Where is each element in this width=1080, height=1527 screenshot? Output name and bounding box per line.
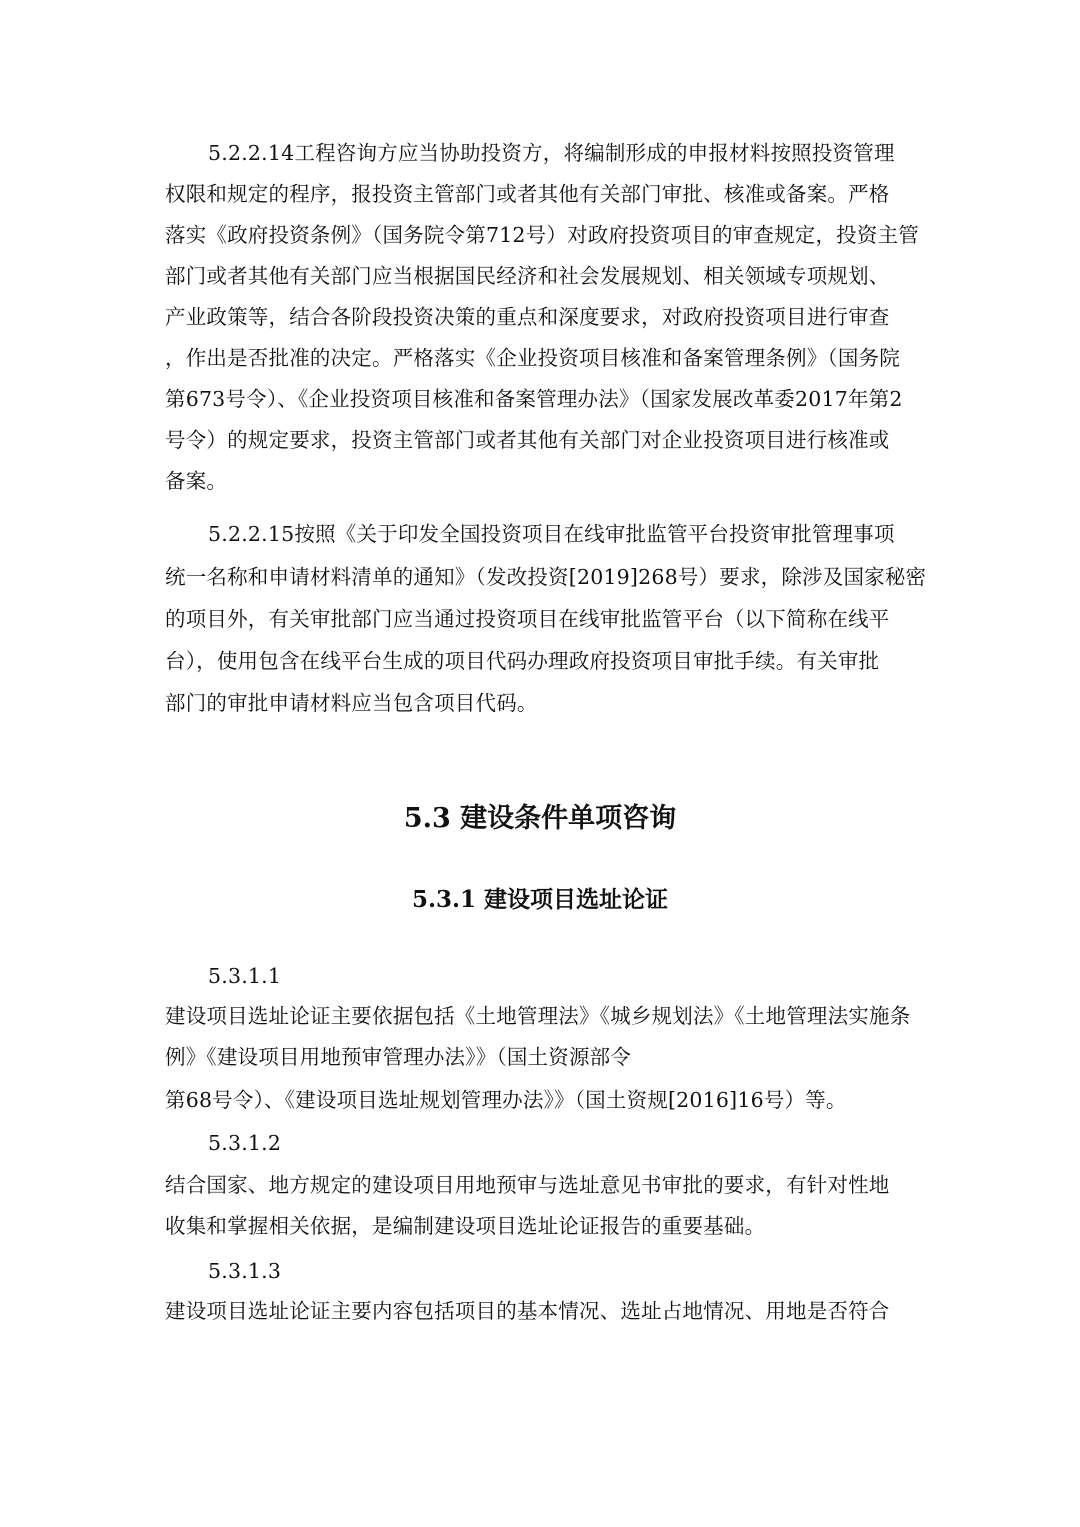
paragraph-5-2-2-14-line-1: 5.2.2.14工程咨询方应当协助投资方，将编制形成的申报材料按照投资管理 xyxy=(208,141,895,165)
paragraph-5-2-2-15-line-2: 统一名称和申请材料清单的通知》（发改投资[2019]268号）要求，除涉及国家秘密 xyxy=(165,565,927,589)
paragraph-5-2-2-14-line-4: 部门或者其他有关部门应当根据国民经济和社会发展规划、相关领域专项规划、 xyxy=(165,264,890,288)
paragraph-5-2-2-15-line-5: 部门的审批申请材料应当包含项目代码。 xyxy=(165,691,538,715)
clause-5-3-1-1-line-1: 建设项目选址论证主要依据包括《土地管理法》《城乡规划法》《土地管理法实施条 xyxy=(165,1004,911,1028)
paragraph-5-2-2-15-line-4: 台），使用包含在线平台生成的项目代码办理政府投资项目审批手续。有关审批 xyxy=(165,649,880,673)
paragraph-5-2-2-14-line-7: 第673号令）、《企业投资项目核准和备案管理办法》（国家发展改革委2017年第2 xyxy=(165,387,903,411)
subsection-heading: 5.3.1 建设项目选址论证 xyxy=(411,886,669,913)
paragraph-5-2-2-14-line-9: 备案。 xyxy=(165,469,228,493)
clause-number-5-3-1-2: 5.3.1.2 xyxy=(208,1131,282,1155)
clause-number-5-3-1-1: 5.3.1.1 xyxy=(208,964,282,988)
clause-5-3-1-2-line-2: 收集和掌握相关依据，是编制建设项目选址论证报告的重要基础。 xyxy=(165,1214,766,1238)
clause-5-3-1-1-line-3: 第68号令）、《建设项目选址规划管理办法》》（国土资规[2016]16号）等。 xyxy=(165,1088,847,1112)
paragraph-5-2-2-15-line-3: 的项目外，有关审批部门应当通过投资项目在线审批监管平台（以下简称在线平 xyxy=(165,607,890,631)
clause-5-3-1-1-line-2: 例》《建设项目用地预审管理办法》》（国土资源部令 xyxy=(165,1045,632,1069)
clause-5-3-1-3-line-1: 建设项目选址论证主要内容包括项目的基本情况、选址占地情况、用地是否符合 xyxy=(165,1299,890,1323)
paragraph-5-2-2-14-line-2: 权限和规定的程序，报投资主管部门或者其他有关部门审批、核准或备案。严格 xyxy=(165,182,890,206)
section-heading: 5.3 建设条件单项咨询 xyxy=(403,803,677,834)
clause-5-3-1-2-line-1: 结合国家、地方规定的建设项目用地预审与选址意见书审批的要求，有针对性地 xyxy=(165,1173,890,1197)
paragraph-5-2-2-14-line-8: 号令）的规定要求，投资主管部门或者其他有关部门对企业投资项目进行核准或 xyxy=(165,428,890,452)
paragraph-5-2-2-14-line-6: ，作出是否批准的决定。严格落实《企业投资项目核准和备案管理条例》（国务院 xyxy=(165,346,900,370)
clause-number-5-3-1-3: 5.3.1.3 xyxy=(208,1259,282,1283)
paragraph-5-2-2-14-line-5: 产业政策等，结合各阶段投资决策的重点和深度要求，对政府投资项目进行审查 xyxy=(165,305,890,329)
paragraph-5-2-2-15-line-1: 5.2.2.15按照《关于印发全国投资项目在线审批监管平台投资审批管理事项 xyxy=(208,522,895,546)
paragraph-5-2-2-14-line-3: 落实《政府投资条例》（国务院令第712号）对政府投资项目的审查规定，投资主管 xyxy=(165,223,919,247)
